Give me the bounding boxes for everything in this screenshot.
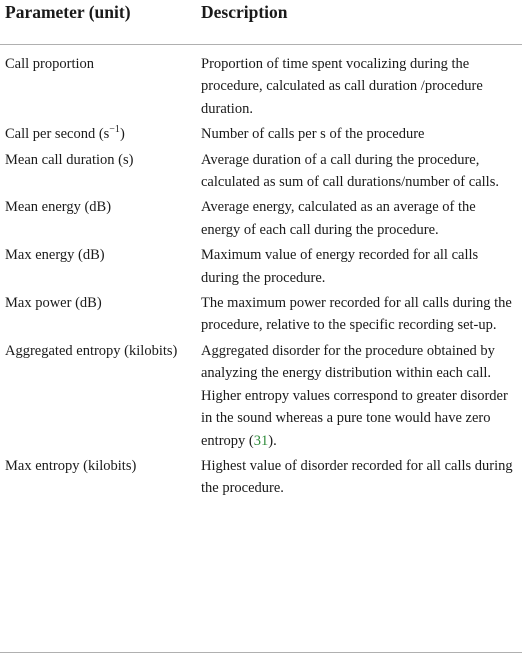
description-cell: Average energy, calculated as an average of the energy of each call during the procedure. <box>201 199 476 238</box>
parameter-text: Call per second (s <box>5 126 110 143</box>
table-header-row <box>0 0 522 45</box>
table-row <box>0 196 522 241</box>
superscript-exponent: −1 <box>109 124 120 136</box>
parameter-cell: Call proportion <box>5 56 95 72</box>
table-row <box>0 340 522 452</box>
parameter-cell: Max entropy (kilobits) <box>5 457 137 474</box>
description-cell: Number of calls per s of the procedure <box>201 126 425 143</box>
table-row <box>0 292 522 337</box>
description-cell <box>196 340 516 452</box>
table-row <box>0 455 522 500</box>
parameter-cell: Aggregated entropy (kilobits) <box>5 342 178 359</box>
reference-link[interactable]: 31 <box>253 432 269 449</box>
table-row <box>0 53 522 120</box>
table-row <box>0 123 522 145</box>
description-cell: Maximum value of energy recorded for all calls during the procedure. <box>201 247 479 286</box>
parameter-cell: Mean energy (dB) <box>5 199 112 216</box>
table-body <box>0 53 522 503</box>
parameter-text-end: ) <box>119 126 125 143</box>
parameter-cell <box>0 123 196 145</box>
description-cell: Highest value of disorder recorded for all calls during the procedure. <box>201 457 513 497</box>
parameter-cell: Max power (dB) <box>5 295 102 312</box>
description-text: Aggregated disorder for the procedure obtained by analyzing the energy distribution within each call. Higher entropy values correspond to greater disorder in the sound whereas a pure tone would have zero entropy ( <box>201 342 508 449</box>
description-text-end: ). <box>268 432 277 449</box>
description-cell: Proportion of time spent vocalizing during the procedure, calculated as call duration /procedure duration. <box>201 56 483 117</box>
description-cell: The maximum power recorded for all calls during the procedure, relative to the specific recording set-up. <box>201 295 512 334</box>
bottom-rule <box>0 652 522 653</box>
parameter-cell: Max energy (dB) <box>5 247 105 264</box>
header-description: Description <box>201 2 288 22</box>
parameter-cell: Mean call duration (s) <box>5 151 134 168</box>
description-cell: Average duration of a call during the procedure, calculated as sum of call durations/number of calls. <box>201 151 499 191</box>
header-parameter: Parameter (unit) <box>5 2 131 22</box>
table-row <box>0 244 522 289</box>
table-row <box>0 149 522 194</box>
